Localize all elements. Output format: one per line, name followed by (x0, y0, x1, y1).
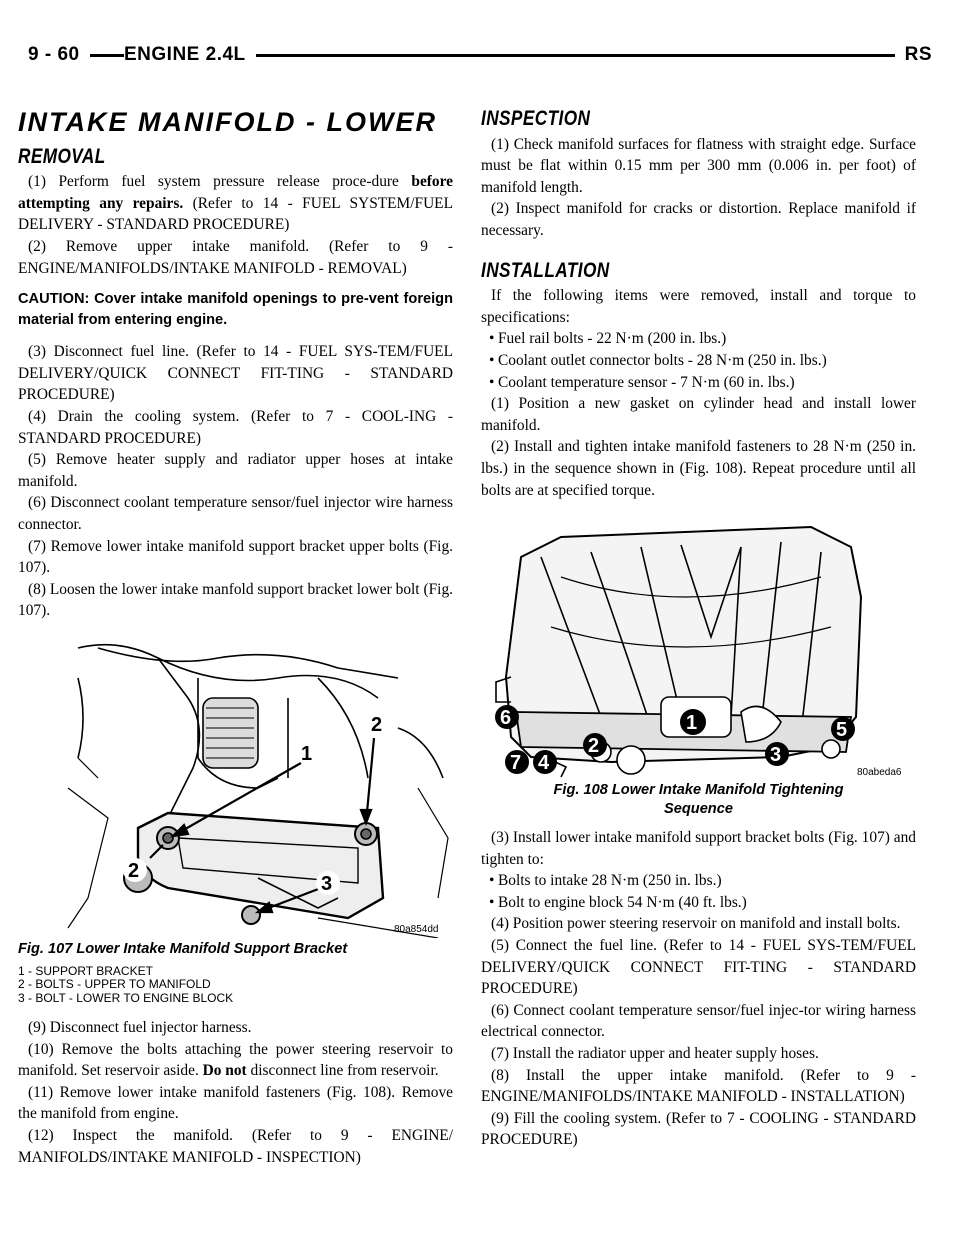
fig107-caption: Fig. 107 Lower Intake Manifold Support Bracket (18, 940, 348, 957)
installation-step-6: (6) Connect coolant temperature sensor/fuel injec-tor wiring harness electrical connector. (481, 1001, 916, 1041)
page-number: 9 - 60 (28, 44, 90, 66)
removal-step-5: (5) Remove heater supply and radiator upper hoses at intake manifold. (18, 451, 453, 490)
installation-step-9: (9) Fill the cooling system. (Refer to 7 - COOLING - STANDARD PROCEDURE) (481, 1109, 916, 1149)
figure-107 (18, 638, 453, 1005)
removal-step-1: (1) Perform fuel system pressure release proce-dure before attempting any repairs. (Refer to 14 - FUEL SYSTEM/FUEL DELIVERY - STANDARD PROCEDURE) (18, 173, 453, 234)
left-column (18, 108, 453, 1168)
removal-step-4: (4) Drain the cooling system. (Refer to 7 - COOL-ING - STANDARD PROCEDURE) (18, 407, 453, 447)
inspection-step-2: (2) Inspect manifold for cracks or distortion. Replace manifold if necessary. (481, 200, 916, 239)
fig108-callout-3: 3 (770, 744, 782, 767)
tightening-sequence-illustration (481, 517, 916, 779)
installation-step-1: (1) Position a new gasket on cylinder head and install lower manifold. (481, 395, 916, 434)
spec-bullet: • Coolant temperature sensor - 7 N·m (60 in. lbs.) (489, 373, 795, 391)
fig108-callout-1: 1 (686, 712, 698, 735)
torque-bullet: • Bolts to intake 28 N·m (250 in. lbs.) (489, 872, 722, 890)
fig108-callout-6: 6 (500, 707, 512, 730)
removal-step-12: (12) Inspect the manifold. (Refer to 9 - ENGINE/ MANIFOLDS/INTAKE MANIFOLD - INSPECTION) (18, 1127, 453, 1166)
caution-note: CAUTION: Cover intake manifold openings to pre-vent foreign material from entering engine. (18, 291, 453, 329)
page-header (28, 44, 932, 74)
installation-step-5: (5) Connect the fuel line. (Refer to 14 - FUEL SYS-TEM/FUEL DELIVERY/QUICK CONNECT FIT-TING - STANDARD PROCEDURE) (481, 937, 916, 998)
torque-bullet: • Bolt to engine block 54 N·m (40 ft. lbs.) (489, 893, 747, 911)
installation-step-2: (2) Install and tighten intake manifold fasteners to 28 N·m (250 in. lbs.) in the sequence shown in (Fig. 108). Repeat procedure until all bolts are at specified torque. (481, 438, 916, 499)
spec-bullet: • Coolant outlet connector bolts - 28 N·m (250 in. lbs.) (489, 351, 827, 369)
fig108-callout-5: 5 (836, 719, 848, 742)
installation-step-7: (7) Install the radiator upper and heater supply hoses. (491, 1045, 819, 1063)
installation-step-4: (4) Position power steering reservoir on manifold and install bolts. (491, 915, 901, 933)
fig108-caption: Fig. 108 Lower Intake Manifold Tightening Sequence (553, 782, 844, 818)
section-title: ENGINE 2.4L (124, 44, 256, 66)
fig107-callout-3: 3 (321, 872, 333, 895)
fig108-callout-2: 2 (588, 735, 600, 758)
figure-108 (481, 517, 916, 819)
right-column (481, 108, 916, 1151)
legend-item: 2 - BOLTS - UPPER TO MANIFOLD (18, 977, 211, 992)
inspection-step-1: (1) Check manifold surfaces for flatness with straight edge. Surface must be flat within 0.15 mm per 300 mm (0.006 in. per foot) of manifold length. (481, 135, 916, 196)
installation-intro: If the following items were removed, install and torque to specifications: (481, 287, 916, 326)
page-title: INTAKE MANIFOLD - LOWER (18, 107, 437, 137)
fig108-callout-7: 7 (510, 752, 522, 775)
removal-step-8: (8) Loosen the lower intake manfold support bracket lower bolt (Fig. 107). (18, 580, 453, 620)
spec-bullet: • Fuel rail bolts - 22 N·m (200 in. lbs.) (489, 330, 727, 348)
removal-heading: REMOVAL (18, 144, 106, 168)
installation-step-8: (8) Install the upper intake manifold. (Refer to 9 - ENGINE/MANIFOLDS/INTAKE MANIFOLD - INSTALLATION) (481, 1066, 916, 1106)
fig107-callout-2a: 2 (371, 713, 383, 736)
removal-step-10: (10) Remove the bolts attaching the power steering reservoir to manifold. Set reservoir aside. Do not disconnect line from reservoir. (18, 1040, 453, 1080)
removal-step-6: (6) Disconnect coolant temperature sensor/fuel injector wire harness connector. (18, 494, 453, 533)
fig108-callout-4: 4 (538, 752, 550, 775)
legend-item: 1 - SUPPORT BRACKET (18, 963, 153, 978)
removal-step-11: (11) Remove lower intake manifold fasteners (Fig. 108). Remove the manifold from engine. (18, 1083, 453, 1123)
installation-heading: INSTALLATION (481, 258, 610, 282)
fig107-callout-1: 1 (301, 742, 313, 765)
fig107-legend (18, 965, 453, 1005)
inspection-heading: INSPECTION (481, 107, 591, 130)
fig107-code: 80a854dd (394, 923, 439, 935)
model-code: RS (895, 44, 932, 66)
installation-step-3: (3) Install lower intake manifold support bracket bolts (Fig. 107) and tighten to: (481, 829, 916, 868)
removal-step-3: (3) Disconnect fuel line. (Refer to 14 - FUEL SYS-TEM/FUEL DELIVERY/QUICK CONNECT FIT-TING - STANDARD PROCEDURE) (18, 343, 453, 404)
support-bracket-illustration (18, 638, 453, 938)
removal-step-7: (7) Remove lower intake manifold support bracket upper bolts (Fig. 107). (18, 537, 453, 577)
fig108-code: 80abeda6 (857, 767, 902, 779)
legend-item: 3 - BOLT - LOWER TO ENGINE BLOCK (18, 990, 234, 1005)
removal-step-9: (9) Disconnect fuel injector harness. (28, 1019, 252, 1037)
removal-step-2: (2) Remove upper intake manifold. (Refer to 9 - ENGINE/MANIFOLDS/INTAKE MANIFOLD - REMOVAL) (18, 237, 453, 277)
fig107-callout-2b: 2 (128, 859, 140, 882)
